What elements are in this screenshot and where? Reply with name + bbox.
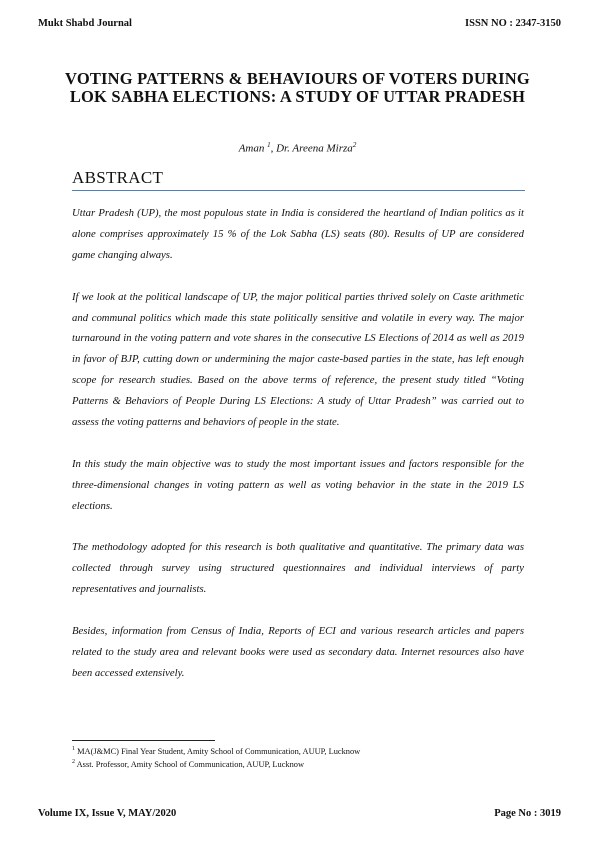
author-line — [0, 141, 595, 155]
footnote — [72, 744, 532, 757]
footnote-mark: 2 — [72, 758, 75, 765]
author-name: Dr. Areena Mirza — [276, 142, 353, 155]
author-name: Aman — [238, 142, 265, 155]
abstract-paragraph: The methodology adopted for this research is both qualitative and quantitative. The primary data was collected through survey using structured questionnaires and individual interviews of party representatives and journalists. — [72, 541, 524, 596]
footnote-text: Asst. Professor, Amity School of Communication, AUUP, Lucknow — [75, 759, 305, 769]
paper-title: VOTING PATTERNS & BEHAVIOURS OF VOTERS DURING LOK SABHA ELECTIONS: A STUDY OF UTTAR PRADESH — [65, 69, 530, 106]
author-affiliation-mark: 2 — [352, 141, 357, 149]
footnote-text: MA(J&MC) Final Year Student, Amity School of Communication, AUUP, Lucknow — [75, 746, 361, 756]
abstract-divider — [72, 190, 525, 191]
page-number: Page No : 3019 — [494, 808, 561, 819]
journal-name: Mukt Shabd Journal — [38, 18, 132, 29]
abstract-heading: ABSTRACT — [72, 168, 164, 187]
volume-issue: Volume IX, Issue V, MAY/2020 — [38, 808, 177, 819]
abstract-paragraph: Uttar Pradesh (UP), the most populous state in India is considered the heartland of Indian politics as it alone comprises approximately 15 % of the Lok Sabha (LS) seats (80). Results of UP are considered game changing always. — [72, 207, 524, 261]
footnote — [72, 757, 532, 770]
author-separator: , — [270, 142, 277, 155]
abstract-paragraph: If we look at the political landscape of UP, the major political parties thrived solely on Caste arithmetic and communal politics which made this state politically sensitive and volatile in every way. The major turnaround in the voting pattern and vote shares in the consecutive LS Elections of 2014 as well as 2019 in favor of BJP, cutting down or undermining the major caste-based parties in the state, has left enough scope for research studies. Based on the above terms of reference, the present study titled “Voting Patterns & Behaviors of People During LS Elections: A study of Uttar Pradesh” was carried out to assess the voting patterns and behaviors of people in the state. — [72, 290, 524, 429]
abstract-paragraph: Besides, information from Census of India, Reports of ECI and various research articles and papers related to the study area and relevant books were used as secondary data. Internet resources also have been accessed extensively. — [72, 625, 524, 679]
issn-number: ISSN NO : 2347-3150 — [465, 18, 561, 29]
abstract-body — [72, 203, 524, 705]
abstract-paragraph: In this study the main objective was to study the most important issues and factors responsible for the three-dimensional changes in voting pattern as well as voting behavior in the state in the 2019 LS elections. — [72, 457, 524, 512]
footnote-mark: 1 — [72, 746, 75, 752]
footnote-divider — [72, 740, 215, 741]
footnotes — [72, 744, 532, 770]
author-affiliation-mark: 1 — [267, 141, 271, 149]
